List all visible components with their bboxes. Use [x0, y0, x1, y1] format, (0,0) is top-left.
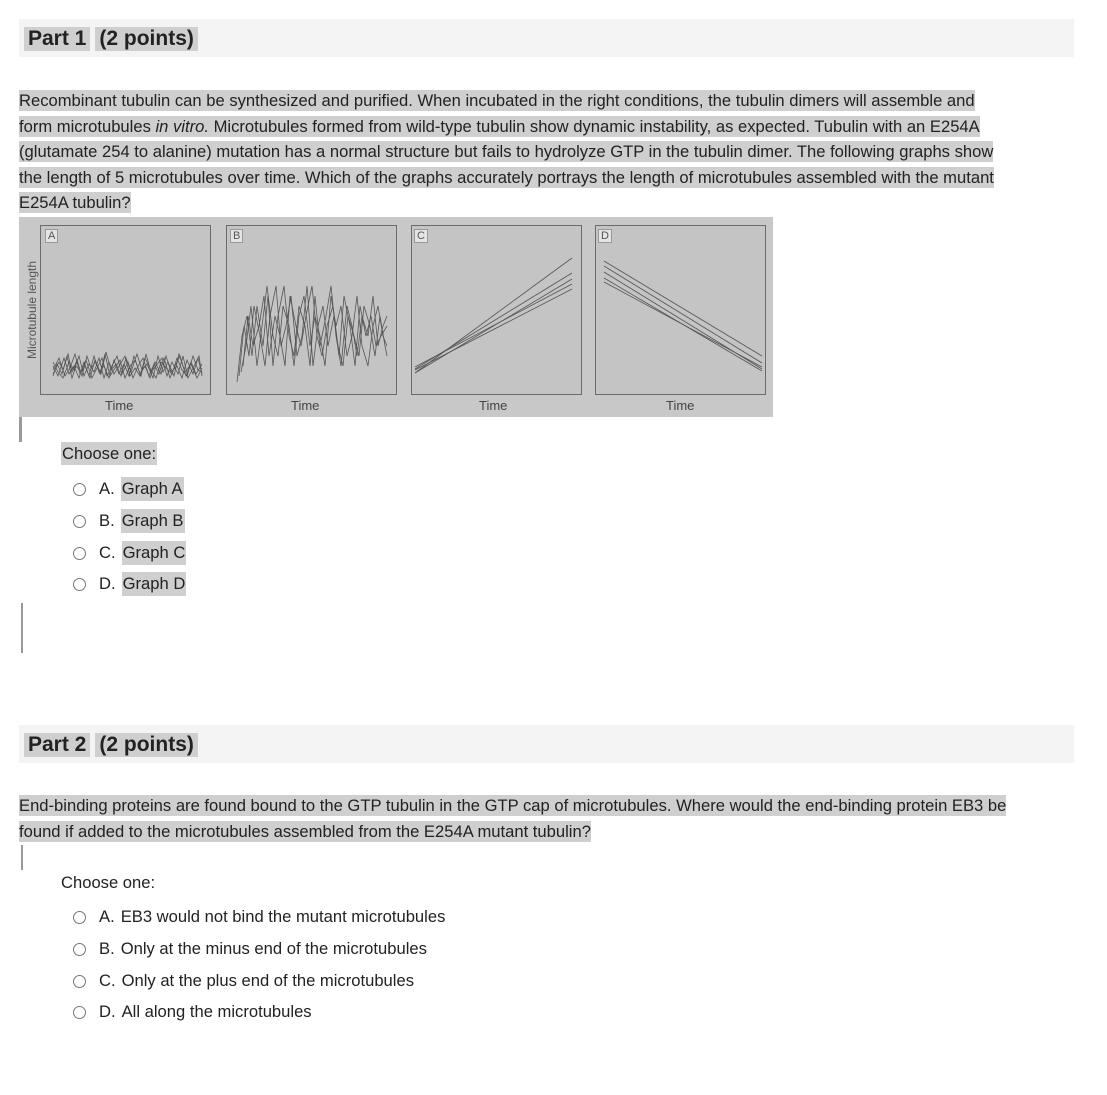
question-line: found if added to the microtubules assembled from the E254A mutant tubulin? [19, 821, 591, 841]
part-1-header [19, 19, 1074, 57]
part-2-label: Part 2 [24, 733, 90, 757]
left-marker-bar [21, 603, 23, 653]
graph-d [595, 225, 766, 395]
y-axis-label: Microtubule length [25, 260, 39, 360]
graph-a [40, 225, 211, 395]
part-2-header [19, 725, 1074, 763]
graph-a-x-label: Time [105, 398, 134, 413]
graph-b [226, 225, 397, 395]
part-1-choice-a[interactable]: A. Graph A [73, 476, 184, 502]
graph-c-plot [412, 226, 581, 394]
graph-d-x-label: Time [666, 398, 695, 413]
radio-button[interactable] [73, 911, 86, 924]
part-1-choose-label: Choose one: [62, 444, 157, 463]
radio-button[interactable] [73, 515, 86, 528]
radio-button[interactable] [73, 578, 86, 591]
question-line: End-binding proteins are found bound to the GTP tubulin in the GTP cap of microtubules. Where would the end-binding protein EB3 be [19, 796, 1007, 815]
part-2-choice-b[interactable]: B. Only at the minus end of the microtubules [73, 936, 427, 962]
radio-button[interactable] [73, 1006, 86, 1019]
part-1-choice-b[interactable]: B. Graph B [73, 508, 185, 534]
question-line: Recombinant tubulin can be synthesized and purified. When incubated in the right conditions, the tubulin dimers will assemble and [19, 91, 975, 110]
part-2-points: (2 points) [95, 733, 198, 757]
left-marker-bar [19, 417, 22, 442]
left-marker-bar [21, 845, 23, 870]
radio-button[interactable] [73, 943, 86, 956]
question-line: the length of 5 microtubules over time. Which of the graphs accurately portrays the length of microtubules assembled with the mutant [19, 167, 994, 187]
question-line: E254A tubulin? [19, 193, 131, 212]
radio-button[interactable] [73, 547, 86, 560]
graph-c [411, 225, 582, 395]
part-1-choice-c[interactable]: C. Graph C [73, 540, 186, 566]
graph-b-letter: B [230, 229, 243, 243]
question-line: (glutamate 254 to alanine) mutation has a normal structure but fails to hydrolyze GTP in the tubulin dimer. The following graphs show [19, 142, 994, 161]
part-2-question [19, 793, 1089, 844]
graph-c-letter: C [414, 229, 428, 243]
radio-button[interactable] [73, 975, 86, 988]
graph-c-x-label: Time [479, 398, 508, 413]
graph-d-letter: D [598, 229, 612, 243]
part-1-points: (2 points) [95, 27, 198, 51]
part-1-question [19, 88, 1079, 216]
graph-b-x-label: Time [291, 398, 320, 413]
graph-b-plot [227, 226, 396, 394]
part-2-choice-c[interactable]: C. Only at the plus end of the microtubules [73, 968, 414, 994]
part-1-choice-d[interactable]: D. Graph D [73, 571, 186, 597]
radio-button[interactable] [73, 483, 86, 496]
graph-d-plot [596, 226, 765, 394]
graph-a-letter: A [45, 229, 58, 243]
graph-a-plot [41, 226, 210, 394]
part-2-choice-a[interactable]: A. EB3 would not bind the mutant microtubules [73, 904, 445, 930]
part-2-choice-d[interactable]: D. All along the microtubules [73, 999, 312, 1025]
part-2-choose-label: Choose one: [61, 873, 156, 892]
part-1-label: Part 1 [24, 27, 90, 51]
question-line: form microtubules in vitro. Microtubules formed from wild-type tubulin show dynamic instability, as expected. Tubulin with an E254A [19, 116, 980, 136]
